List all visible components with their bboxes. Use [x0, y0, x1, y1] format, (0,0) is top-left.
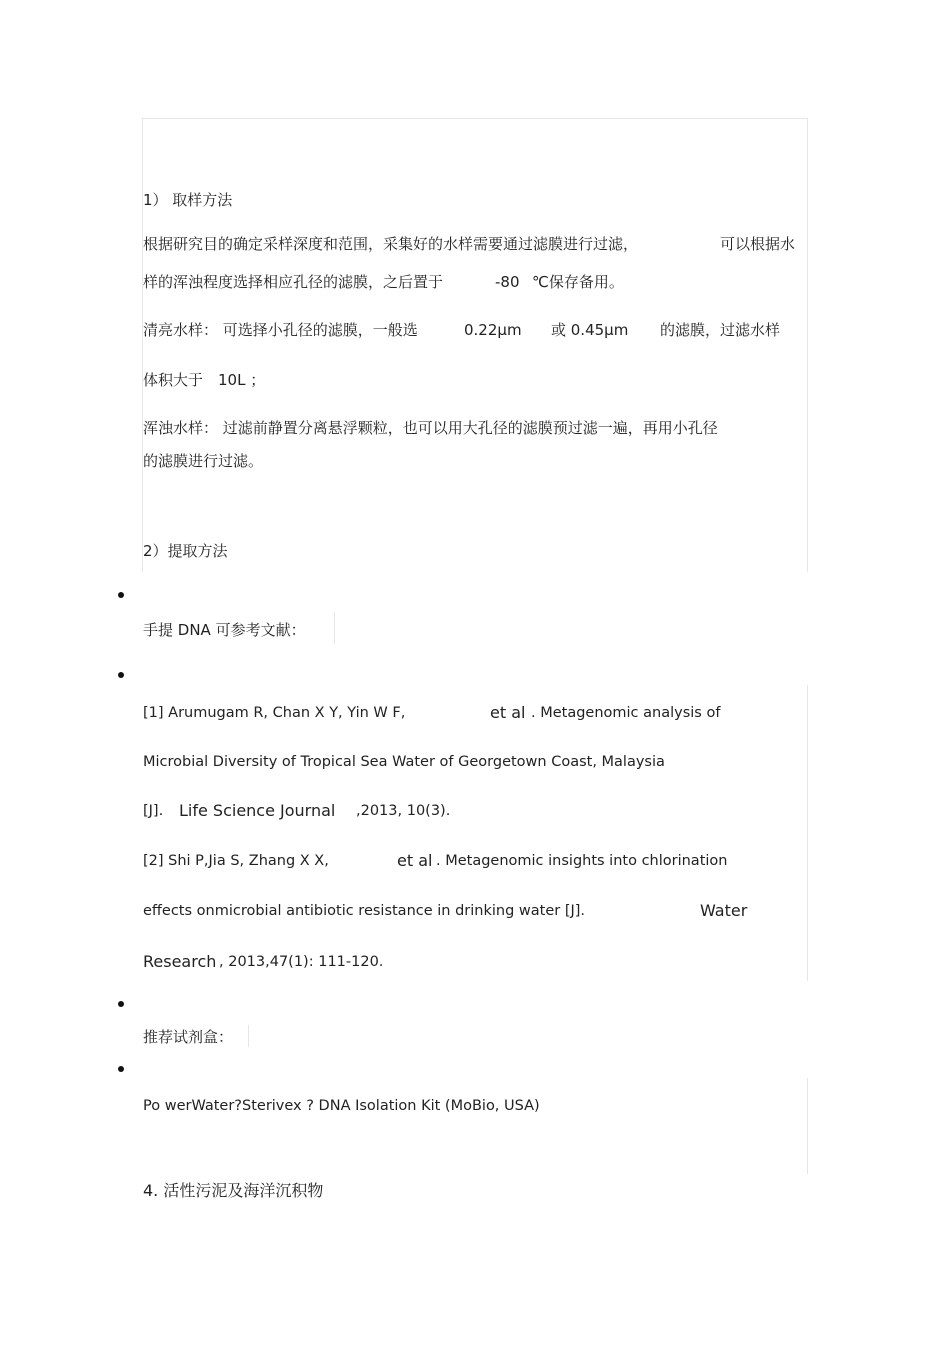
paragraph-text: 10L ； — [218, 371, 266, 389]
paragraph-text: -80 — [495, 273, 520, 291]
reference-text: ,2013, 10(3). — [356, 803, 451, 819]
paragraph-text: 的滤膜，过滤水样 — [660, 321, 781, 339]
reference-text: [J]. — [143, 803, 164, 819]
table-top-border — [142, 118, 808, 119]
reference-text: . Metagenomic insights into chlorination — [436, 853, 728, 869]
paragraph-text: 的滤膜进行过滤。 — [143, 452, 264, 470]
reference-text: Life Science Journal — [179, 801, 336, 820]
section-heading: 4. 活性污泥及海洋沉积物 — [143, 1181, 324, 1200]
reference-text: Water — [700, 901, 748, 920]
reference-text: Microbial Diversity of Tropical Sea Water of Georgetown Coast, Malaysia — [143, 754, 665, 770]
section-heading: 2）提取方法 — [143, 542, 228, 560]
list-item: 推荐试剂盒： — [143, 1028, 234, 1046]
paragraph-text: 可以根据水 — [720, 235, 796, 253]
cell-right-border — [248, 1025, 249, 1047]
paragraph-text: 浑浊水样： 过滤前静置分离悬浮颗粒，也可以用大孔径的滤膜预过滤一遍，再用小孔径 — [143, 419, 718, 437]
paragraph-text: ℃保存备用。 — [532, 273, 624, 291]
table-right-border — [807, 118, 808, 572]
reference-text: , 2013,47(1): 111-120. — [219, 954, 384, 970]
list-bullet — [118, 592, 124, 598]
paragraph-text: 样的浑浊程度选择相应孔径的滤膜，之后置于 — [143, 273, 444, 291]
reference-text: [2] Shi P,Jia S, Zhang X X, — [143, 853, 329, 869]
reference-text: [1] Arumugam R, Chan X Y, Yin W F, — [143, 705, 406, 721]
paragraph-text: 或 0.45μm — [551, 321, 629, 339]
list-bullet — [118, 1066, 124, 1072]
reference-text: effects onmicrobial antibiotic resistance in drinking water [J]. — [143, 903, 586, 919]
paragraph-text: 0.22μm — [464, 321, 522, 339]
reference-text: Research — [143, 952, 217, 971]
refs-right-border — [807, 685, 808, 981]
reference-text: et al — [490, 703, 526, 722]
table-left-border — [142, 118, 143, 572]
kit-right-border — [807, 1078, 808, 1174]
list-bullet — [118, 672, 124, 678]
reference-text: . Metagenomic analysis of — [531, 705, 721, 721]
paragraph-text: 根据研究目的确定采样深度和范围，采集好的水样需要通过滤膜进行过滤， — [143, 235, 639, 253]
paragraph-text: 体积大于 — [143, 371, 204, 389]
reference-text: et al — [397, 851, 433, 870]
section-heading: 1） 取样方法 — [143, 191, 233, 209]
kit-name: Po werWater?Sterivex ? DNA Isolation Kit (MoBio, USA) — [143, 1098, 540, 1114]
list-item: 手提 DNA 可参考文献： — [143, 621, 306, 639]
list-bullet — [118, 1001, 124, 1007]
cell-right-border — [334, 612, 335, 644]
paragraph-text: 清亮水样： 可选择小孔径的滤膜，一般选 — [143, 321, 418, 339]
